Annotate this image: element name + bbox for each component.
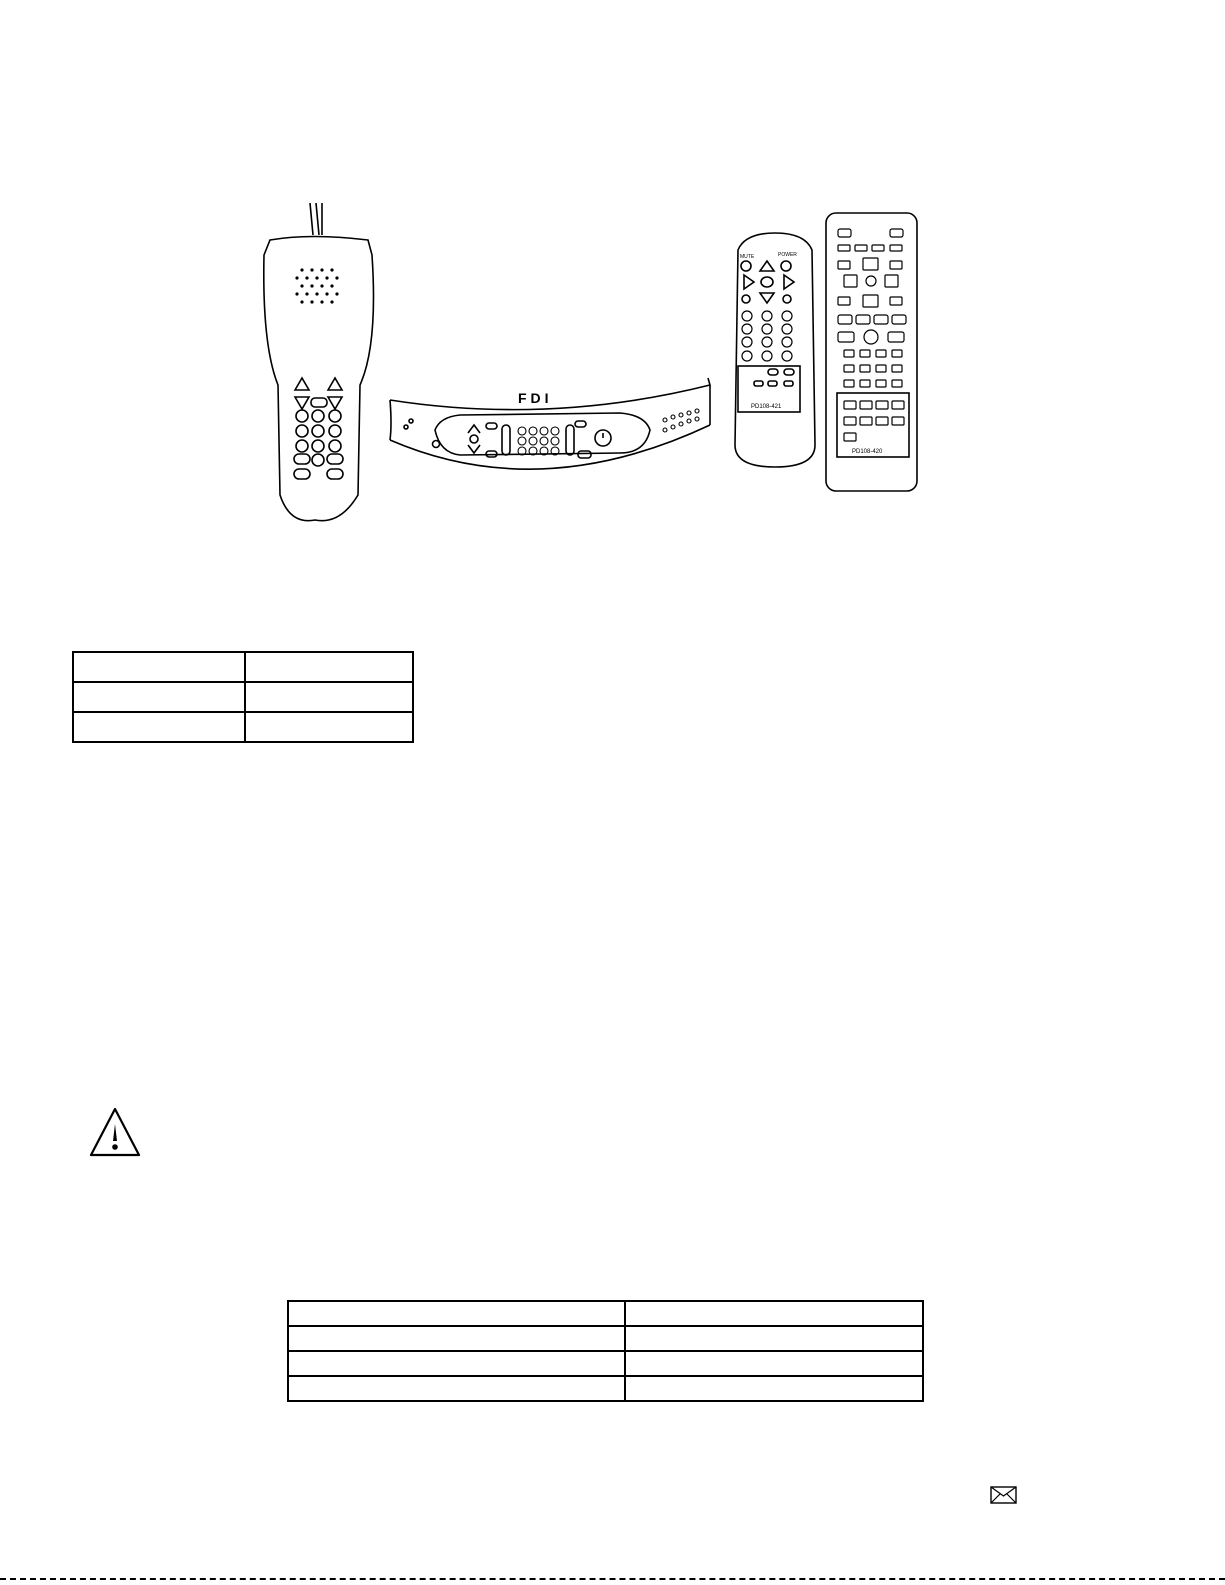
table-cell [288, 1301, 625, 1326]
table-row [288, 1326, 923, 1351]
remote-b-model: PD108-421 [751, 404, 782, 410]
brand-logo: FDI [518, 390, 553, 406]
table-cell [245, 652, 413, 682]
table-cell [245, 682, 413, 712]
table-cell [288, 1351, 625, 1376]
table-cell [625, 1326, 923, 1351]
table-row [288, 1351, 923, 1376]
remote-pd108-421 [735, 233, 815, 467]
remote-b-power-label: POWER [778, 252, 797, 258]
table-cell [625, 1351, 923, 1376]
remote-controls-drawing [240, 195, 960, 530]
table-row [288, 1301, 923, 1326]
table-cell [288, 1376, 625, 1401]
table-a [72, 651, 414, 743]
table-row [73, 682, 413, 712]
table-b [287, 1300, 924, 1402]
table-cell [73, 712, 245, 742]
table-cell [625, 1301, 923, 1326]
envelope-icon [990, 1486, 1017, 1504]
pillow-speaker-remote [264, 203, 374, 521]
table-row [73, 712, 413, 742]
remote-controls-illustration [240, 195, 960, 530]
remote-c-model: PD108-420 [852, 449, 883, 455]
table-cell [245, 712, 413, 742]
table-cell [288, 1326, 625, 1351]
warning-triangle-icon [88, 1106, 142, 1158]
table-cell [73, 682, 245, 712]
table-row [288, 1376, 923, 1401]
page-bottom-rule [0, 1578, 1225, 1580]
table-cell [73, 652, 245, 682]
table-row [73, 652, 413, 682]
table-cell [625, 1376, 923, 1401]
remote-b-mute-label: MUTE [740, 254, 755, 260]
